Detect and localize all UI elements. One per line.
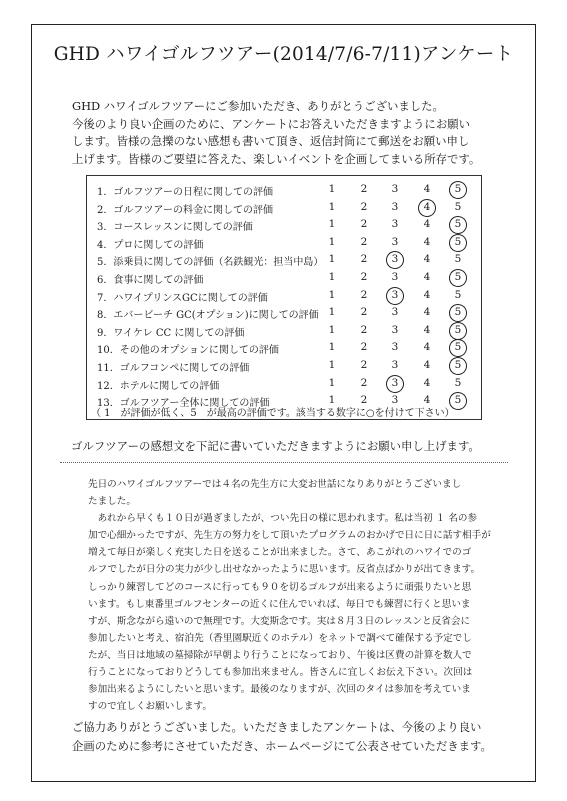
survey-item-label: 5．添乗員に関しての評価（名鉄観光：担当中島） <box>97 257 324 269</box>
rating-option[interactable]: 1 <box>328 183 336 195</box>
rating-option[interactable]: 4 <box>423 218 431 231</box>
rating-option[interactable]: 2 <box>360 306 368 319</box>
rating-option[interactable]: 5 <box>451 218 465 230</box>
rating-instructions: （ 1 が評価が低く、5 が最高の評価です。該当する数字に○を付けて下さい） <box>91 408 455 419</box>
rating-option[interactable]: 4 <box>423 306 431 319</box>
survey-table <box>86 175 482 420</box>
rating-option[interactable]: 1 <box>328 288 336 301</box>
survey-item-label: 10．その他のオプションに関しての評価 <box>97 345 279 357</box>
survey-item-label: 9．ワイケレ CC に関しての評価 <box>97 327 245 339</box>
survey-item-label: 3．コースレッスンに関しての評価 <box>97 222 253 234</box>
essay-line: 加で心細かったですが、先生方の努力をして頂いたプログラムのおかげで日に日に話す相手が <box>88 530 491 542</box>
rating-option[interactable]: 5 <box>451 341 465 353</box>
survey-item-label: 4．プロに関しての評価 <box>97 239 204 251</box>
rating-option[interactable]: 3 <box>391 218 399 231</box>
survey-item <box>87 234 481 252</box>
essay-line: ルフでしたが日分の実力が少し出せなかったように思います。反省点ばかりが出てきます。 <box>88 564 481 576</box>
rating-option[interactable]: 3 <box>388 253 402 265</box>
survey-item <box>87 287 481 305</box>
closing-line: 企画のために参考にさせていただき、ホームページにて公表させていただきます。 <box>72 739 492 753</box>
essay-line: たが、当日は地域の墓掃除が早朝より行うことになっており、午後は区費の計算を数人で <box>88 649 472 661</box>
handwritten-essay <box>88 476 498 715</box>
essay-line: 先日のハワイゴルフツアーでは４名の先生方に大変お世話になりありがとうございまし <box>88 479 462 490</box>
closing-line: ご協力ありがとうございました。いただきましたアンケートは、今後のより良い <box>72 720 482 734</box>
rating-option[interactable]: 2 <box>360 218 368 231</box>
survey-item-label: 2．ゴルフツアーの料金に関しての評価 <box>97 204 274 216</box>
page-title: GHD ハワイゴルフツアー(2014/7/6-7/11)アンケート <box>53 44 514 65</box>
essay-line: あれから早くも１０日が過ぎましたが、つい先日の様に思われます。私は当初 １ 名の参 <box>88 513 478 525</box>
essay-line: 参加出来るようにしたいと思います。最後のなりますが、次回のタイは参加を考えていま <box>88 684 471 696</box>
survey-item-label: 1．ゴルフツアーの日程に関しての評価 <box>97 187 274 198</box>
rating-option[interactable]: 1 <box>328 235 336 248</box>
rating-option[interactable]: 1 <box>328 359 336 371</box>
rating-option[interactable]: 3 <box>391 271 399 283</box>
intro-line: GHD ハワイゴルフツアーにご参加いただき、ありがとうございました。 <box>72 99 444 113</box>
survey-item <box>87 304 481 322</box>
survey-item-label: 11．ゴルフコンペに関しての評価 <box>97 363 250 374</box>
essay-line: しっかり練習してどのコースに行っても９０を切るゴルフが出来るように頑張りたいと思 <box>88 581 472 593</box>
rating-option[interactable]: 1 <box>328 376 336 389</box>
intro-line: します。皆様の急擽のない感想も書いて頂き、返信封筒にて郵送をお願い申し <box>72 134 470 149</box>
rating-option[interactable]: 4 <box>423 253 431 266</box>
rating-option[interactable]: 2 <box>360 359 368 371</box>
rating-option[interactable]: 2 <box>360 253 368 266</box>
survey-item <box>87 392 481 410</box>
rating-option[interactable]: 5 <box>451 359 465 371</box>
rating-option[interactable]: 4 <box>423 271 431 283</box>
rating-option[interactable]: 5 <box>451 236 465 248</box>
survey-item <box>87 216 481 234</box>
essay-line: 参加したいと考え、宿泊先（香里園駅近くのホテル）をネットで調べて確保する予定でし <box>88 632 472 644</box>
closing-paragraph <box>72 718 512 756</box>
essay-line: います。もし東番里ゴルフセンターの近くに住んでいれば、毎日でも練習に行くと思いま <box>88 598 471 610</box>
rating-option[interactable]: 2 <box>360 235 368 248</box>
rating-option[interactable]: 5 <box>454 200 462 213</box>
rating-option[interactable]: 2 <box>360 288 368 301</box>
rating-option[interactable]: 3 <box>391 341 399 354</box>
rating-option[interactable]: 1 <box>328 341 336 354</box>
rating-option[interactable]: 3 <box>391 359 399 371</box>
essay-request: ゴルフツアーの感想文を下記に書いていただきますようにお願い申し上げます。 <box>71 439 480 453</box>
survey-item-label: 8．エバービーチ GC(オプション)に関しての評価 <box>97 310 319 322</box>
survey-item-label: 6．食事に関しての評価 <box>97 275 204 286</box>
essay-line: 増えて毎日が楽しく充実した日を送ることが出来ました。さて、あこがれのハワイでのゴ <box>88 547 472 559</box>
survey-item <box>87 339 481 357</box>
rating-option[interactable]: 4 <box>420 201 434 213</box>
rating-option[interactable]: 3 <box>391 306 399 319</box>
survey-item <box>87 269 481 287</box>
rating-option[interactable]: 2 <box>360 183 368 195</box>
rating-option[interactable]: 4 <box>423 341 431 354</box>
intro-paragraph <box>72 98 502 168</box>
survey-item <box>87 357 481 375</box>
essay-line: すので宜しくお願いします。 <box>88 701 212 713</box>
survey-item-label: 13．ゴルフツアー全体に関しての評価 <box>97 398 270 410</box>
rating-option[interactable]: 4 <box>423 288 431 301</box>
rating-option[interactable]: 3 <box>391 183 399 195</box>
rating-option[interactable]: 1 <box>328 218 336 231</box>
essay-line: すが、斯念ながら遠いので無理です。大変斯念です。実は８月３日のレッスンと反省会に <box>88 615 471 627</box>
rating-option[interactable]: 3 <box>391 323 399 336</box>
rating-option[interactable]: 3 <box>388 289 402 301</box>
rating-option[interactable]: 5 <box>451 324 465 336</box>
rating-option[interactable]: 5 <box>451 183 465 195</box>
dotted-divider <box>60 462 508 463</box>
rating-option[interactable]: 3 <box>388 377 402 389</box>
rating-option[interactable]: 5 <box>451 271 465 283</box>
rating-option[interactable]: 1 <box>328 253 336 266</box>
rating-option[interactable]: 1 <box>328 306 336 319</box>
rating-option[interactable]: 2 <box>360 394 368 407</box>
essay-line: たました。 <box>88 496 136 508</box>
rating-option[interactable]: 2 <box>360 200 368 213</box>
survey-item <box>87 199 481 217</box>
rating-option[interactable]: 1 <box>328 200 336 213</box>
rating-option[interactable]: 4 <box>423 183 431 195</box>
rating-option[interactable]: 1 <box>328 323 336 336</box>
rating-option[interactable]: 2 <box>360 271 368 283</box>
rating-option[interactable]: 1 <box>328 271 336 283</box>
survey-item <box>87 375 481 393</box>
rating-option[interactable]: 4 <box>423 394 431 407</box>
survey-item <box>87 322 481 340</box>
rating-option[interactable]: 5 <box>454 253 462 266</box>
selected-rating-circle <box>446 390 469 413</box>
essay-line: 行うことになっておりどうしても参加出来ません。皆さんに宜しくお伝え下さい。次回は <box>88 667 473 679</box>
rating-option[interactable]: 2 <box>360 323 368 336</box>
survey-item <box>87 251 481 269</box>
rating-option[interactable]: 3 <box>391 200 399 213</box>
rating-option[interactable]: 1 <box>328 394 336 407</box>
rating-option[interactable]: 4 <box>423 235 431 248</box>
rating-option[interactable]: 4 <box>423 323 431 336</box>
rating-option[interactable]: 5 <box>451 306 465 318</box>
rating-option[interactable]: 2 <box>360 376 368 389</box>
intro-line: 上げます。皆様のご要望に答えた、楽しいイベントを企画してまいる所存です。 <box>72 151 481 166</box>
survey-item-label: 7．ハワイプリンスGCに関しての評価 <box>97 292 268 304</box>
rating-option[interactable]: 4 <box>423 359 431 371</box>
intro-line: 今後のより良い企画のために、アンケートにお答えいただきますようにお願い <box>72 116 470 131</box>
survey-item <box>87 181 481 199</box>
rating-option[interactable]: 5 <box>451 394 465 406</box>
rating-option[interactable]: 4 <box>423 376 431 389</box>
rating-option[interactable]: 5 <box>454 288 462 301</box>
rating-option[interactable]: 3 <box>391 394 399 407</box>
rating-option[interactable]: 3 <box>391 235 399 248</box>
rating-option[interactable]: 2 <box>360 341 368 354</box>
survey-item-label: 12．ホテルに関しての評価 <box>97 380 220 392</box>
rating-option[interactable]: 5 <box>454 376 462 389</box>
